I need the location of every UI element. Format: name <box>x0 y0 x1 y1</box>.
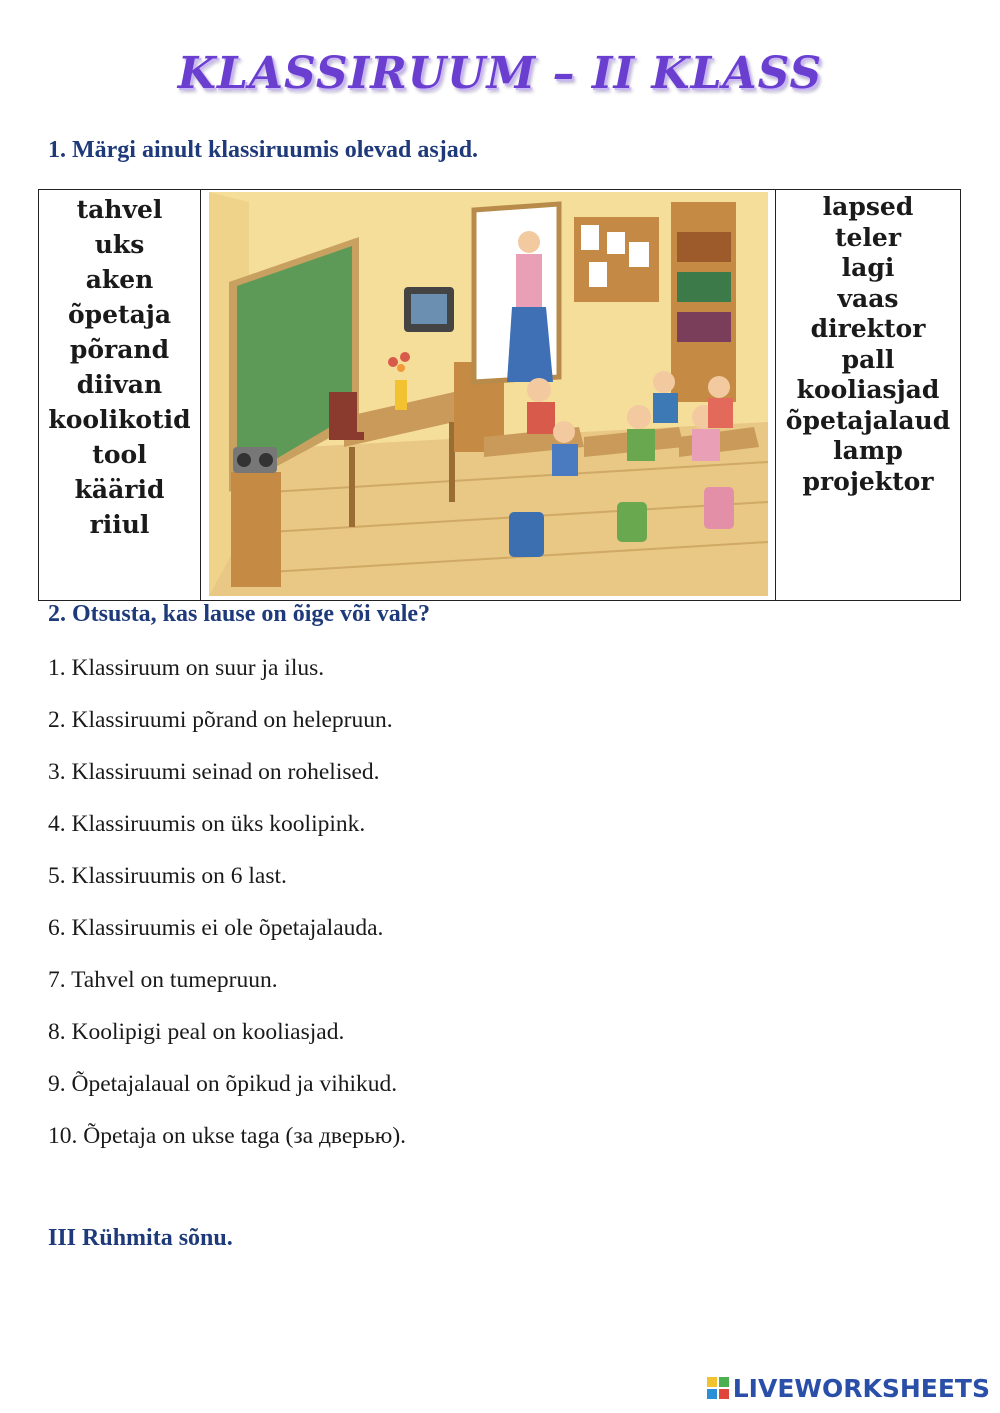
word-option[interactable]: lagi <box>841 253 895 282</box>
section-1-heading: 1. Märgi ainult klassiruumis olevad asjad. <box>48 137 479 163</box>
classroom-illustration-cell <box>201 190 776 600</box>
section-2-heading: 2. Otsusta, kas lause on õige või vale? <box>48 601 431 627</box>
liveworksheets-logo <box>707 1373 990 1403</box>
true-false-sentence-list <box>48 650 406 1170</box>
word-option[interactable]: diivan <box>76 370 163 399</box>
word-option[interactable]: pall <box>841 344 895 374</box>
logo-mark-icon <box>707 1377 729 1399</box>
word-option[interactable]: õpetaja <box>67 300 172 329</box>
right-word-list <box>776 190 960 497</box>
word-option[interactable]: käärid <box>74 475 165 504</box>
sentence-item: 1. Klassiruum on suur ja ilus. <box>48 655 325 681</box>
sentence-item: 10. Õpetaja on ukse taga (за дверью). <box>48 1123 407 1149</box>
logo-square <box>707 1377 717 1387</box>
left-word-list <box>39 190 200 542</box>
sentence-item: 2. Klassiruumi põrand on helepruun. <box>48 707 393 733</box>
left-word-column <box>39 190 201 600</box>
word-option[interactable]: teler <box>834 222 902 252</box>
word-option[interactable]: riiul <box>89 510 150 539</box>
sentence-item: 3. Klassiruumi seinad on rohelised. <box>48 759 380 785</box>
logo-square <box>707 1389 717 1399</box>
sentence-item: 7. Tahvel on tumepruun. <box>48 967 278 993</box>
word-option[interactable]: vaas <box>837 283 899 313</box>
page-title: KLASSIRUUM – II KLASS <box>177 48 823 99</box>
word-option[interactable]: lapsed <box>822 192 914 221</box>
word-option[interactable]: kooliasjad <box>796 375 940 404</box>
word-option[interactable]: uks <box>94 230 145 259</box>
vocabulary-table <box>38 189 961 601</box>
logo-square <box>719 1389 729 1399</box>
word-option[interactable]: tool <box>92 440 147 469</box>
word-option[interactable]: projektor <box>802 466 934 496</box>
sentence-item: 6. Klassiruumis ei ole õpetajalauda. <box>48 915 384 941</box>
word-option[interactable]: põrand <box>69 335 170 364</box>
logo-text: LIVEWORKSHEETS <box>732 1373 990 1403</box>
sentence-item: 9. Õpetajalaual on õpikud ja vihikud. <box>48 1071 398 1097</box>
word-option[interactable]: lamp <box>833 436 903 465</box>
sentence-item: 4. Klassiruumis on üks koolipink. <box>48 811 366 837</box>
sentence-item: 8. Koolipigi peal on kooliasjad. <box>48 1019 345 1045</box>
word-option[interactable]: tahvel <box>76 195 163 224</box>
word-option[interactable]: direktor <box>810 314 926 343</box>
word-option[interactable]: õpetajalaud <box>785 405 951 435</box>
word-option[interactable]: aken <box>85 265 154 294</box>
logo-square <box>719 1377 729 1387</box>
right-word-column <box>776 190 960 600</box>
classroom-illustration <box>209 192 768 596</box>
sentence-item: 5. Klassiruumis on 6 last. <box>48 863 287 889</box>
section-3-heading: III Rühmita sõnu. <box>48 1225 233 1251</box>
word-option[interactable]: koolikotid <box>48 405 191 434</box>
